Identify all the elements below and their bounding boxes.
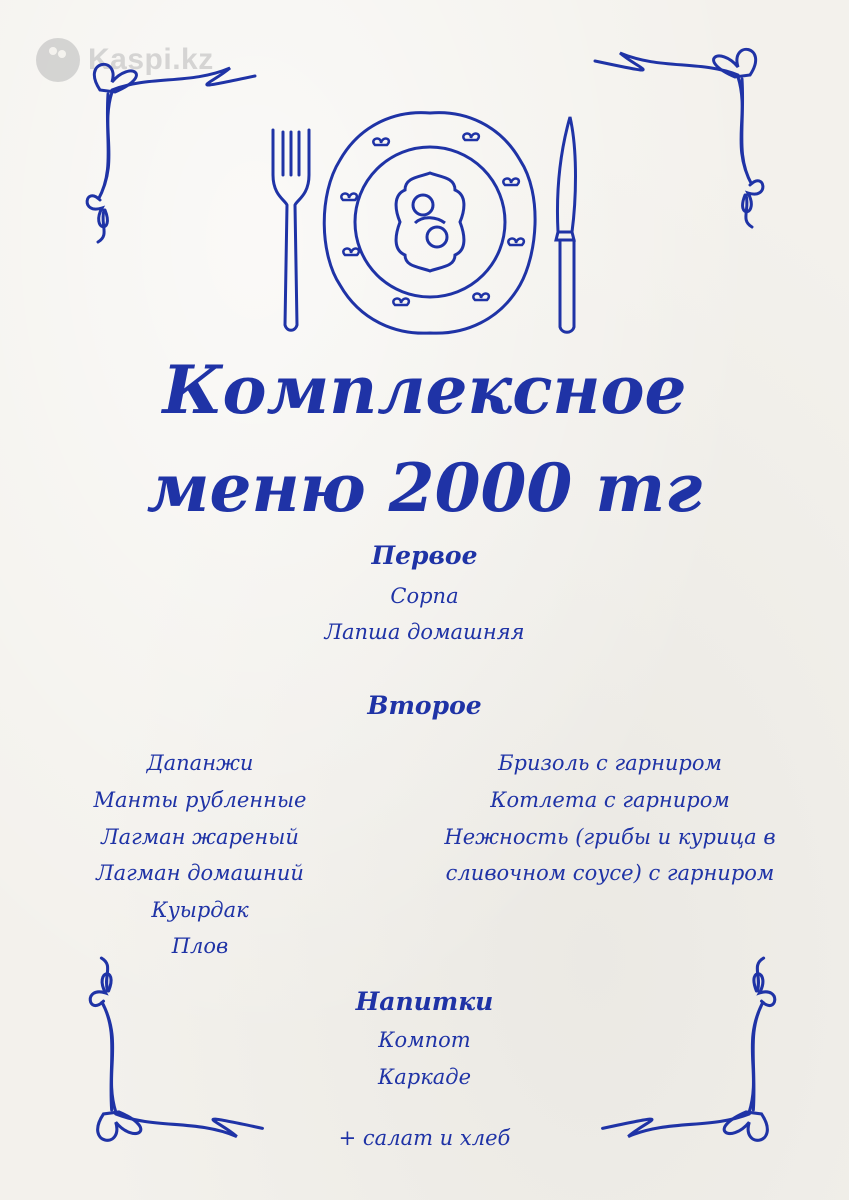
menu-item: Нежность (грибы и курица в [444,825,776,849]
section-heading-second: Второе [367,691,482,720]
bow-ribbon-icon [60,50,260,245]
bow-ribbon-icon [590,35,790,240]
section-heading-first: Первое [371,541,478,570]
menu-item: Плов [171,934,229,958]
menu-title-line2: меню 2000 тг [146,449,703,527]
menu-item: Бризоль с гарниром [498,751,722,775]
watermark-text: Kaspi.kz [88,43,214,76]
footer-note: + салат и хлеб [338,1126,511,1150]
bow-ribbon-icon [595,955,805,1155]
fork-icon [265,120,315,335]
menu-title-line1: Комплексное [162,351,687,429]
bow-ribbon-icon [60,955,270,1155]
menu-item: Компот [378,1028,471,1052]
menu-item: сливочном соусе) с гарниром [445,861,775,885]
menu-item: Котлета с гарниром [490,788,730,812]
knife-icon [548,112,588,337]
menu-item: Каркаде [377,1065,471,1089]
menu-item: Сорпа [390,584,459,608]
menu-item: Куырдак [151,898,249,922]
menu-item: Лагман домашний [96,861,304,885]
menu-item: Манты рубленные [93,788,307,812]
plate-icon [315,105,545,340]
section-heading-drinks: Напитки [355,987,494,1016]
menu-item: Дапанжи [146,751,254,775]
menu-item: Лапша домашняя [324,620,525,644]
menu-item: Лагман жареный [101,825,299,849]
